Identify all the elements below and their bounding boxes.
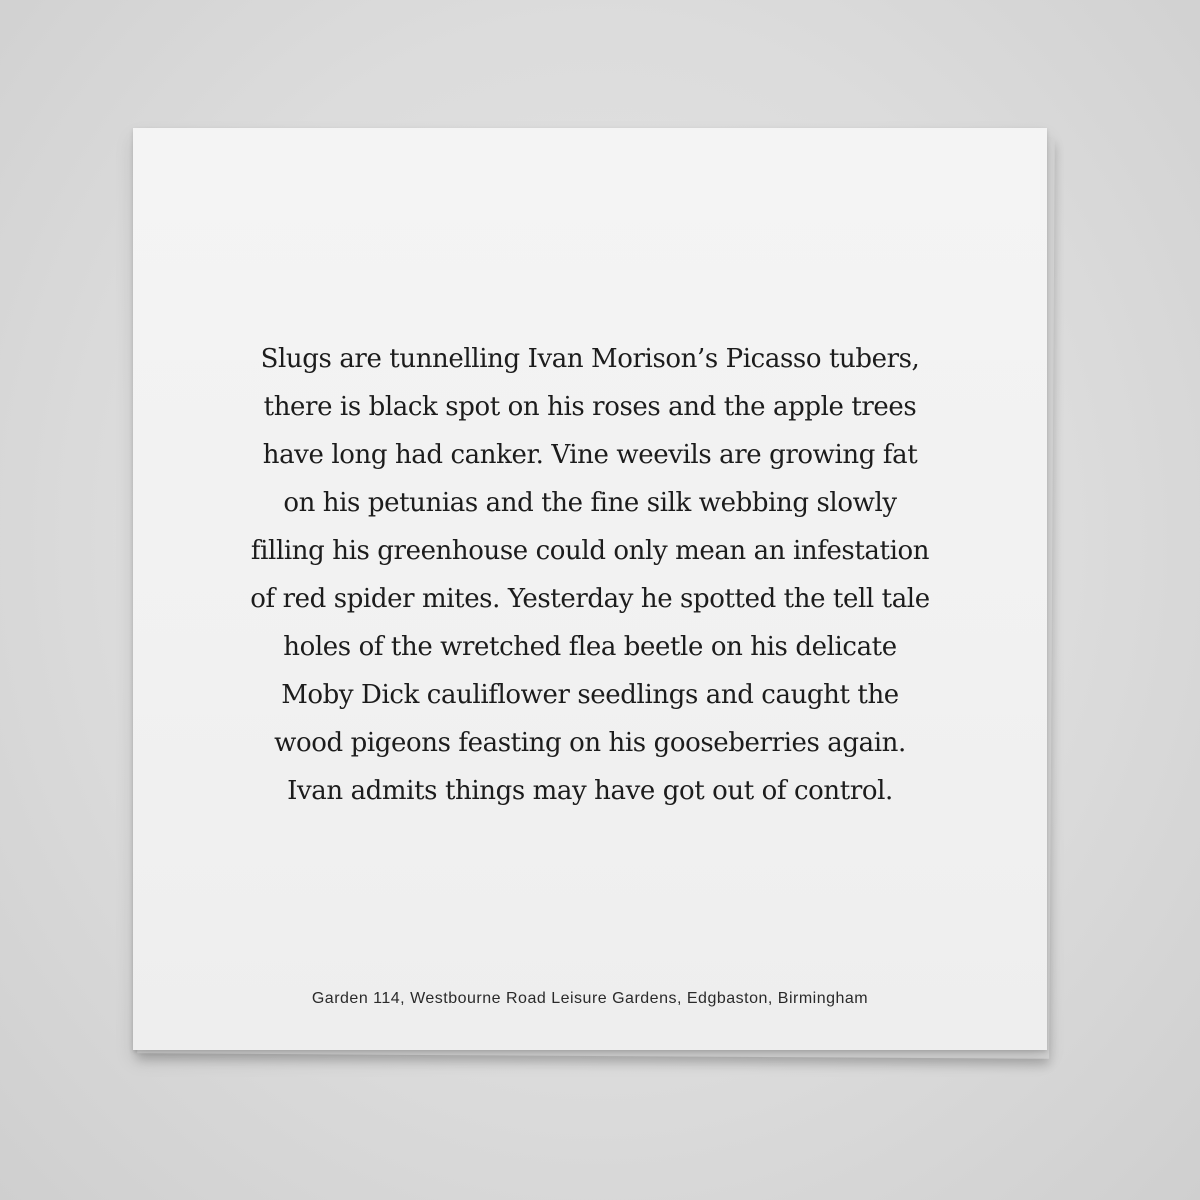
verse-line: holes of the wretched flea beetle on his delicate xyxy=(283,632,897,662)
card-verse xyxy=(133,335,1047,815)
verse-line: wood pigeons feasting on his gooseberries again. xyxy=(274,728,906,758)
verse-line: on his petunias and the fine silk webbing slowly xyxy=(283,488,897,518)
verse-line: of red spider mites. Yesterday he spotted the tell tale xyxy=(250,584,930,614)
verse-line: have long had canker. Vine weevils are growing fat xyxy=(262,440,918,470)
verse-line: Ivan admits things may have got out of control. xyxy=(287,776,893,806)
printed-card xyxy=(133,128,1047,1050)
card-caption: Garden 114, Westbourne Road Leisure Gardens, Edgbaston, Birmingham xyxy=(311,990,869,1007)
verse-line: there is black spot on his roses and the apple trees xyxy=(263,392,917,422)
verse-line: Slugs are tunnelling Ivan Morison’s Picasso tubers, xyxy=(260,344,920,374)
verse-line: Moby Dick cauliflower seedlings and caught the xyxy=(281,680,899,710)
verse-line: filling his greenhouse could only mean an infestation xyxy=(250,536,930,566)
